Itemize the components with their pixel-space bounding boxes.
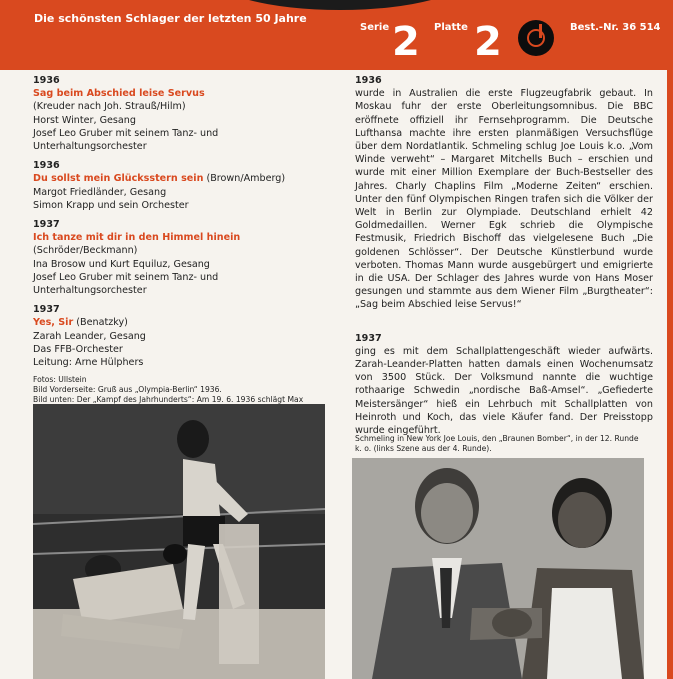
track-line: Horst Winter, Gesang: [33, 114, 136, 126]
tracklist-column: [33, 74, 333, 405]
track-line: Leitung: Arne Hülphers: [33, 357, 144, 369]
track-title: Ich tanze mit dir in den Himmel hinein: [33, 232, 241, 244]
track-line: Ina Brosow und Kurt Equiluz, Gesang: [33, 258, 210, 270]
history-text: wurde in Australien die erste Flugzeugfabrik gebaut. In Moskau fuhr der erste Oberleitungsomnibus. Die BBC eröffnete offiziell ihr Fernsehprogramm. Die Deutsche Lufthansa machte ihre ersten planmäßigen Versuchsflüge über dem Nordatlantik. Schmeling schlug Joe Louis k.o. „Vom Winde verweht“ – Margaret Mitchells Buch – erschien und wurde mit einer Million Exemplare der Buch-Bestseller des Jahres. Charly Chaplins Film „Moderne Zeiten“ erschien. Unter den fünf Olympischen Ringen trafen sich die Völker der Welt in Berlin zur Olympiade. Deutschland erhielt 42 Goldmedaillen. Werner Egk schrieb die Olympische Festmusik, Friedrich Bischoff das vielgelesene Buch „Die goldenen Schlösser“. Der Deutsche Künstlerbund wurde verboten. Thomas Mann wurde ausgebürgert und emigrierte in die USA. Der Schlager des Jahres wurde von Hans Moser gesungen und stammte aus dem Wiener Film „Burgtheater“: „Sag beim Abschied leise Servus!“: [355, 88, 653, 311]
sleeve-edge: [667, 0, 673, 679]
caption-below: Bild unten: Der „Kampf des Jahrhunderts“: Am 19. 6. 1936 schlägt Max: [33, 395, 304, 405]
boxing-photo-knockdown: [33, 404, 325, 679]
track-line: Unterhaltungsorchester: [33, 285, 147, 297]
header-band: [0, 0, 673, 70]
track-credit: (Brown/Amberg): [206, 173, 286, 185]
record-disc-edge: [210, 0, 470, 10]
track-credit: (Benatzky): [76, 317, 128, 329]
track-title: Yes, Sir: [33, 317, 74, 329]
series-title: Die schönsten Schlager der letzten 50 Jahre: [34, 12, 307, 25]
boxers-portrait-illustration: [352, 458, 644, 679]
track-credit: (Kreuder nach Joh. Strauß/Hilm): [33, 101, 186, 113]
serie-number: 2: [392, 19, 420, 65]
track-year: 1936: [33, 160, 60, 172]
caption-right: Schmeling in New York Joe Louis, den „Braunen Bomber“, in der 12. Runde k. o. (links Szene aus der 4. Runde).: [355, 434, 639, 453]
track-line: Simon Krapp und sein Orchester: [33, 199, 189, 211]
serie-label: Serie: [360, 22, 390, 33]
track-line: Josef Leo Gruber mit seinem Tanz- und: [33, 127, 219, 139]
track-title: Sag beim Abschied leise Servus: [33, 88, 205, 100]
history-year: 1937: [355, 332, 382, 344]
caption-front: Bild Vorderseite: Gruß aus „Olympia-Berlin“ 1936.: [33, 385, 222, 395]
platte-label: Platte: [434, 22, 468, 33]
history-year: 1936: [355, 75, 382, 86]
boxing-photo-portrait: [352, 458, 644, 679]
track-line: Das FFB-Orchester: [33, 343, 123, 355]
logo-bar: [539, 24, 542, 38]
track-title-line: [33, 172, 333, 185]
order-number: Best.-Nr. 36 514: [570, 22, 661, 33]
track-line: Margot Friedländer, Gesang: [33, 186, 167, 198]
track-entry: [33, 159, 333, 212]
photo-credit: Fotos: Ullstein: [33, 375, 87, 385]
circle-b-logo-icon: [518, 20, 554, 56]
track-year: 1937: [33, 219, 60, 231]
logo-ring: [527, 29, 545, 47]
track-year: 1936: [33, 75, 60, 86]
track-title: Du sollst mein Glücksstern sein: [33, 173, 204, 185]
track-entry: [33, 303, 333, 369]
history-text: ging es mit dem Schallplattengeschäft wieder aufwärts. Zarah-Leander-Platten hatten damals einen Wochenumsatz von 3500 Stück. Der Volksmund nannte die wuchtige rothaarige Schwedin „nordische Baß-Amsel“. „Gefiederte Meistersänger“ hieß ein Lehrbuch mit Schallplatten von Heinroth und Koch, das viele Käufer fand. Der Preisstopp wurde eingeführt.: [355, 345, 653, 437]
history-column: [355, 74, 653, 437]
track-title-line: [33, 316, 333, 329]
track-line: Josef Leo Gruber mit seinem Tanz- und: [33, 271, 219, 283]
track-credit: (Schröder/Beckmann): [33, 245, 138, 257]
boxing-knockdown-illustration: [33, 404, 325, 679]
track-entry: [33, 74, 333, 153]
track-entry: [33, 218, 333, 297]
track-year: 1937: [33, 304, 60, 316]
track-line: Unterhaltungsorchester: [33, 141, 147, 153]
track-line: Zarah Leander, Gesang: [33, 330, 146, 342]
platte-number: 2: [474, 19, 502, 65]
